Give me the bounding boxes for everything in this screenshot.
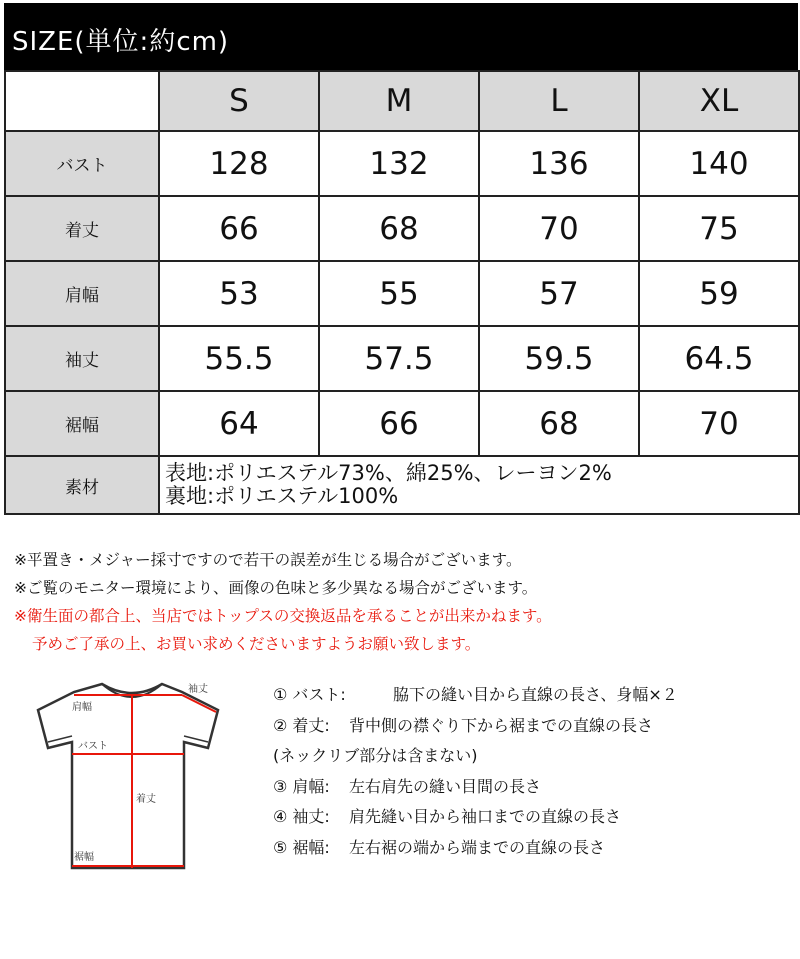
row-label: 袖丈	[5, 326, 159, 391]
sleeve-hem-left	[48, 736, 72, 742]
legend-label: ② 着丈:	[273, 715, 330, 735]
table-row	[5, 261, 799, 326]
table-cell: 57.5	[319, 326, 479, 391]
size-header-xl: XL	[639, 71, 799, 131]
size-header-s: S	[159, 71, 319, 131]
sleeve-hem-right	[184, 736, 208, 742]
row-label: バスト	[5, 131, 159, 196]
table-cell: 68	[479, 391, 639, 456]
size-header-l: L	[479, 71, 639, 131]
notes	[14, 546, 794, 658]
table-cell: 55	[319, 261, 479, 326]
table-cell: 55.5	[159, 326, 319, 391]
legend-item	[273, 802, 793, 833]
material-cell	[159, 456, 799, 514]
legend-item	[273, 741, 793, 772]
table-cell: 66	[319, 391, 479, 456]
legend-item	[273, 772, 793, 803]
legend-label: ③ 肩幅:	[273, 776, 330, 796]
legend-desc: (ネックリブ部分は含まない)	[273, 746, 478, 765]
tshirt-diagram	[22, 670, 242, 880]
sleeve-measure-line	[182, 695, 216, 712]
table-cell: 64	[159, 391, 319, 456]
page-title: SIZE(単位:約cm)	[12, 27, 230, 57]
legend-item	[273, 680, 793, 711]
table-cell: 136	[479, 131, 639, 196]
size-table	[4, 70, 800, 515]
legend-label: ⑤ 裾幅:	[273, 837, 330, 857]
measurement-legend	[273, 680, 793, 863]
table-cell: 132	[319, 131, 479, 196]
table-cell: 59	[639, 261, 799, 326]
table-cell: 75	[639, 196, 799, 261]
note-hygiene: ※衛生面の都合上、当店ではトップスの交換返品を承ることが出来かねます。	[14, 607, 552, 625]
legend-item	[273, 711, 793, 742]
material-line-lining: 裏地:ポリエステル100%	[165, 484, 399, 508]
length-label: 着丈	[136, 794, 156, 805]
sleeve-label: 袖丈	[188, 684, 208, 695]
table-cell: 128	[159, 131, 319, 196]
table-cell: 66	[159, 196, 319, 261]
table-cell: 59.5	[479, 326, 639, 391]
tshirt-outline	[38, 684, 218, 868]
title-bar	[4, 3, 798, 70]
material-line-outer: 表地:ポリエステル73%、綿25%、レーヨン2%	[165, 461, 612, 485]
row-label: 肩幅	[5, 261, 159, 326]
table-cell: 140	[639, 131, 799, 196]
legend-desc: 左右裾の端から端までの直線の長さ	[349, 837, 606, 857]
table-cell: 70	[479, 196, 639, 261]
size-header-m: M	[319, 71, 479, 131]
shoulder-label: 肩幅	[72, 702, 92, 713]
row-label: 裾幅	[5, 391, 159, 456]
legend-item	[273, 833, 793, 864]
bust-label: バスト	[78, 741, 108, 752]
table-row	[5, 196, 799, 261]
legend-desc: 左右肩先の縫い目間の長さ	[349, 776, 542, 796]
legend-desc: 肩先縫い目から袖口までの直線の長さ	[349, 807, 622, 826]
table-corner-cell	[5, 71, 159, 131]
note-hygiene-cont: 予めご了承の上、お買い求めくださいますようお願い致します。	[32, 635, 481, 653]
material-row	[5, 456, 799, 514]
table-cell: 57	[479, 261, 639, 326]
table-cell: 64.5	[639, 326, 799, 391]
legend-label: ① バスト:	[273, 685, 346, 704]
table-cell: 53	[159, 261, 319, 326]
legend-desc: 背中側の襟ぐり下から裾までの直線の長さ	[349, 715, 654, 735]
material-label: 素材	[5, 456, 159, 514]
legend-label: ④ 袖丈:	[273, 807, 330, 826]
table-row	[5, 391, 799, 456]
row-label: 着丈	[5, 196, 159, 261]
table-row	[5, 131, 799, 196]
table-cell: 70	[639, 391, 799, 456]
table-row	[5, 326, 799, 391]
note-measurement: ※平置き・メジャー採寸ですので若干の誤差が生じる場合がございます。	[14, 551, 522, 569]
hem-label: 裾幅	[74, 852, 94, 863]
table-header-row	[5, 71, 799, 131]
table-cell: 68	[319, 196, 479, 261]
legend-desc: 脇下の縫い目から直線の長さ、身幅×２	[393, 685, 678, 704]
note-monitor: ※ご覧のモニター環境により、画像の色味と多少異なる場合がございます。	[14, 579, 538, 597]
